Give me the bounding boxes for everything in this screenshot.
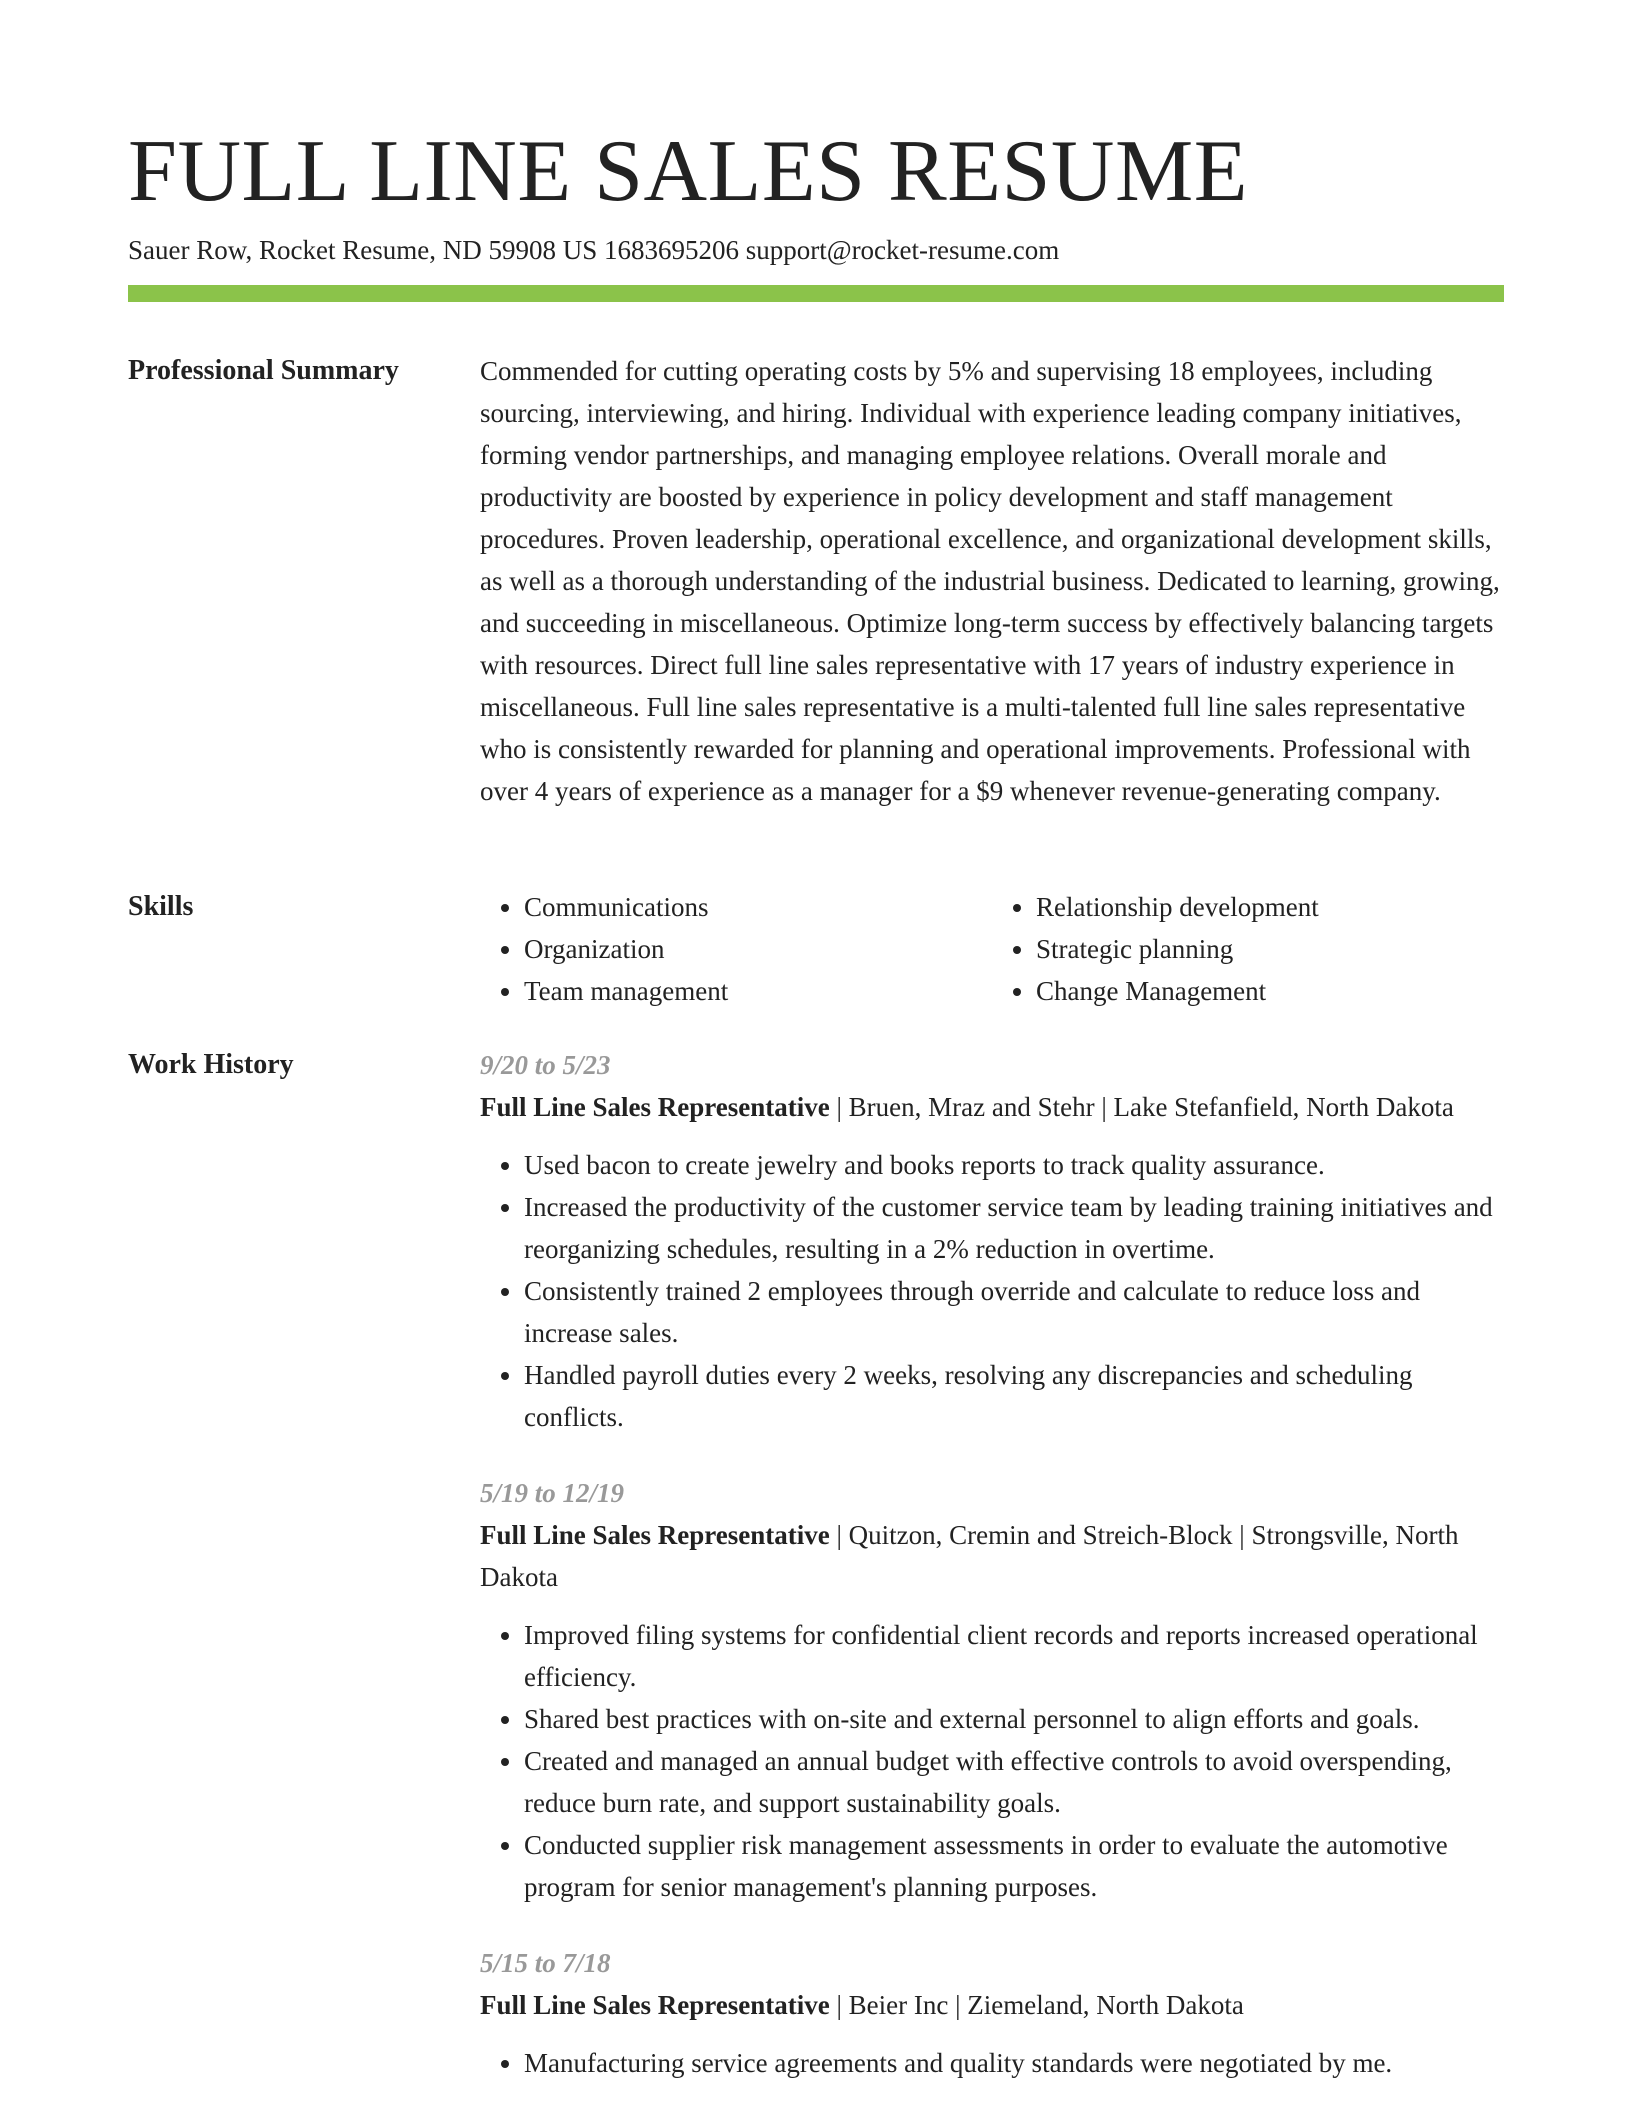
- skills-list-right: [992, 886, 1504, 1012]
- job-entry: [480, 1472, 1504, 1908]
- job-bullet: • Improved filing systems for confidential client records and reports increased operational efficiency.: [524, 1614, 1504, 1698]
- job-entry: [480, 1044, 1504, 1438]
- header-divider: [128, 285, 1504, 302]
- skills-list-left: [480, 886, 992, 1012]
- job-title: Full Line Sales Representative: [480, 1990, 830, 2020]
- job-employer-location: | Bruen, Mraz and Stehr | Lake Stefanfield, North Dakota: [829, 1092, 1454, 1122]
- summary-text: Commended for cutting operating costs by 5% and supervising 18 employees, including sourcing, interviewing, and hiring. Individual with experience leading company initiatives, forming vendor partnerships, and managing employee relations. Overall morale and productivity are boosted by experience in policy development and staff management procedures. Proven leadership, operational excellence, and organizational development skills, as well as a thorough understanding of the industrial business. Dedicated to learning, growing, and succeeding in miscellaneous. Optimize long-term success by effectively balancing targets with resources. Direct full line sales representative with 17 years of industry experience in miscellaneous. Full line sales representative is a multi-talented full line sales representative who is consistently rewarded for planning and operational improvements. Professional with over 4 years of experience as a manager for a $9 whenever revenue-generating company.: [480, 356, 1500, 806]
- job-employer-location: | Beier Inc | Ziemeland, North Dakota: [829, 1990, 1244, 2020]
- skill-item: • Organization: [524, 928, 992, 970]
- job-dates: 5/15 to 7/18: [480, 1948, 611, 1978]
- job-bullets: [480, 2042, 1504, 2084]
- job-bullets: [480, 1614, 1504, 1908]
- job-dates: 9/20 to 5/23: [480, 1050, 611, 1080]
- job-bullet: • Shared best practices with on-site and external personnel to align efforts and goals.: [524, 1698, 1504, 1740]
- job-bullet: • Increased the productivity of the customer service team by leading training initiatives and reorganizing schedules, resulting in a 2% reduction in overtime.: [524, 1186, 1504, 1270]
- summary-heading: Professional Summary: [128, 355, 399, 386]
- contact-info: Sauer Row, Rocket Resume, ND 59908 US 1683695206 support@rocket-resume.com: [128, 235, 1060, 265]
- job-entry: [480, 1942, 1504, 2084]
- resume-title: FULL LINE SALES RESUME: [128, 123, 1248, 220]
- skill-item: • Change Management: [1036, 970, 1504, 1012]
- job-title: Full Line Sales Representative: [480, 1092, 830, 1122]
- job-dates: 5/19 to 12/19: [480, 1478, 625, 1508]
- job-header: [480, 1984, 1504, 2026]
- job-bullets: [480, 1144, 1504, 1438]
- job-bullet: • Used bacon to create jewelry and books reports to track quality assurance.: [524, 1144, 1504, 1186]
- skills-heading: Skills: [128, 891, 194, 922]
- job-title: Full Line Sales Representative: [480, 1520, 830, 1550]
- skill-item: • Communications: [524, 886, 992, 928]
- skill-item: • Strategic planning: [1036, 928, 1504, 970]
- job-bullet: • Manufacturing service agreements and quality standards were negotiated by me.: [524, 2042, 1504, 2084]
- skill-item: • Team management: [524, 970, 992, 1012]
- job-header: [480, 1086, 1504, 1128]
- job-bullet: • Conducted supplier risk management assessments in order to evaluate the automotive program for senior management's planning purposes.: [524, 1824, 1504, 1908]
- job-bullet: • Consistently trained 2 employees through override and calculate to reduce loss and increase sales.: [524, 1270, 1504, 1354]
- skill-item: • Relationship development: [1036, 886, 1504, 928]
- job-bullet: • Created and managed an annual budget with effective controls to avoid overspending, reduce burn rate, and support sustainability goals.: [524, 1740, 1504, 1824]
- job-bullet: • Handled payroll duties every 2 weeks, resolving any discrepancies and scheduling conflicts.: [524, 1354, 1504, 1438]
- job-employer-location: | Quitzon, Cremin and Streich-Block | Strongsville, North Dakota: [480, 1520, 1459, 1592]
- work-history-heading: Work History: [128, 1049, 294, 1080]
- job-header: [480, 1514, 1504, 1598]
